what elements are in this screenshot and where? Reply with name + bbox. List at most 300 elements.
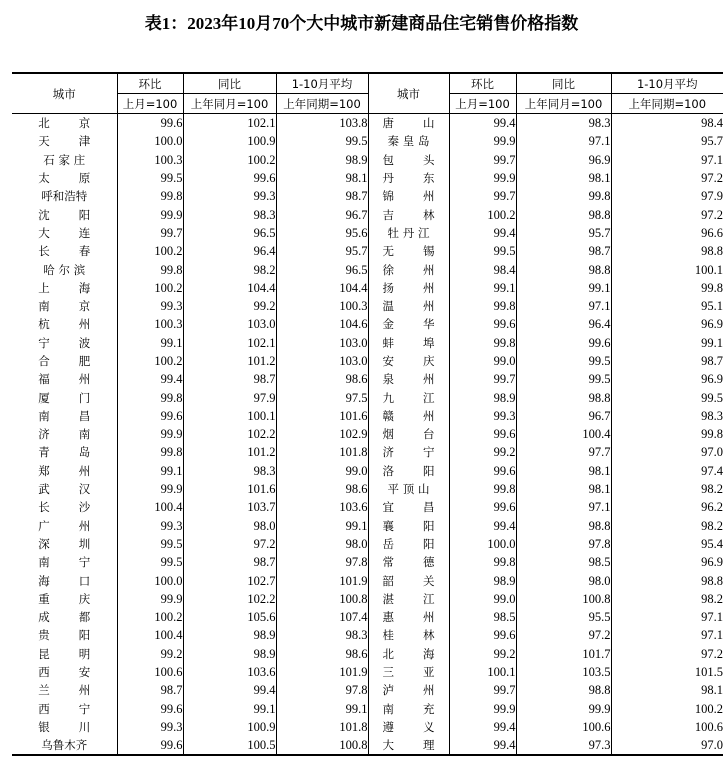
city-name bbox=[12, 388, 117, 406]
city-label: 秦 皇 岛 bbox=[387, 134, 430, 149]
city-label: 牡 丹 江 bbox=[387, 225, 430, 240]
table-row bbox=[12, 260, 723, 278]
city-label: 吉 林 bbox=[382, 207, 435, 222]
city-name bbox=[12, 608, 117, 626]
value-mom: 99.4 bbox=[449, 517, 516, 535]
city-label: 福 州 bbox=[38, 372, 91, 387]
value-mom: 98.7 bbox=[117, 681, 183, 699]
value-yoy: 103.6 bbox=[183, 663, 276, 681]
value-yoy: 100.9 bbox=[183, 132, 276, 150]
header-city-right: 城市 bbox=[368, 73, 449, 114]
value-mom: 99.3 bbox=[117, 297, 183, 315]
value-yoy: 100.8 bbox=[516, 590, 611, 608]
city-label: 南 昌 bbox=[38, 408, 91, 423]
value-avg: 97.8 bbox=[276, 553, 368, 571]
value-mom: 99.8 bbox=[449, 480, 516, 498]
value-mom: 99.6 bbox=[117, 114, 183, 133]
value-mom: 100.0 bbox=[117, 571, 183, 589]
header-city-left: 城市 bbox=[12, 73, 117, 114]
value-mom: 99.4 bbox=[449, 114, 516, 133]
value-mom: 99.3 bbox=[117, 718, 183, 736]
city-label: 九 江 bbox=[382, 390, 435, 405]
city-name bbox=[368, 260, 449, 278]
city-label: 宜 昌 bbox=[382, 500, 435, 515]
value-mom: 99.4 bbox=[449, 736, 516, 755]
city-label: 重 庆 bbox=[38, 591, 91, 606]
value-mom: 100.3 bbox=[117, 151, 183, 169]
value-mom: 100.1 bbox=[449, 663, 516, 681]
value-avg: 97.5 bbox=[276, 388, 368, 406]
value-yoy: 99.2 bbox=[183, 297, 276, 315]
value-avg: 99.1 bbox=[276, 517, 368, 535]
table-row bbox=[12, 224, 723, 242]
value-avg: 96.5 bbox=[276, 260, 368, 278]
value-yoy: 104.4 bbox=[183, 279, 276, 297]
city-name bbox=[368, 590, 449, 608]
table-row bbox=[12, 334, 723, 352]
city-name bbox=[368, 736, 449, 755]
value-mom: 99.6 bbox=[117, 736, 183, 755]
table-row bbox=[12, 535, 723, 553]
value-avg: 99.0 bbox=[276, 462, 368, 480]
city-name bbox=[12, 590, 117, 608]
value-avg: 96.9 bbox=[611, 315, 723, 333]
value-yoy: 98.9 bbox=[183, 626, 276, 644]
city-name bbox=[368, 700, 449, 718]
value-avg: 100.3 bbox=[276, 297, 368, 315]
value-yoy: 100.4 bbox=[516, 425, 611, 443]
header-mom-right: 环比 bbox=[449, 73, 516, 94]
city-label: 石 家 庄 bbox=[43, 152, 86, 167]
value-mom: 100.4 bbox=[117, 626, 183, 644]
value-yoy: 96.7 bbox=[516, 407, 611, 425]
table-row bbox=[12, 681, 723, 699]
value-mom: 99.2 bbox=[117, 645, 183, 663]
city-name bbox=[12, 462, 117, 480]
value-mom: 99.8 bbox=[449, 297, 516, 315]
value-avg: 95.7 bbox=[611, 132, 723, 150]
city-label: 天 津 bbox=[38, 134, 91, 149]
city-label: 烟 台 bbox=[382, 427, 435, 442]
value-avg: 98.8 bbox=[611, 242, 723, 260]
city-name bbox=[12, 553, 117, 571]
city-label: 海 口 bbox=[38, 573, 91, 588]
city-name bbox=[12, 260, 117, 278]
value-avg: 99.5 bbox=[276, 132, 368, 150]
value-mom: 99.9 bbox=[449, 132, 516, 150]
city-label: 惠 州 bbox=[382, 610, 435, 625]
value-yoy: 98.7 bbox=[183, 553, 276, 571]
value-mom: 99.6 bbox=[449, 498, 516, 516]
value-yoy: 99.6 bbox=[516, 334, 611, 352]
value-yoy: 97.8 bbox=[516, 535, 611, 553]
city-name bbox=[368, 718, 449, 736]
table-row bbox=[12, 352, 723, 370]
value-mom: 99.9 bbox=[117, 480, 183, 498]
table-row bbox=[12, 608, 723, 626]
city-name bbox=[368, 571, 449, 589]
value-yoy: 98.8 bbox=[516, 260, 611, 278]
value-yoy: 103.0 bbox=[183, 315, 276, 333]
table-row bbox=[12, 279, 723, 297]
value-avg: 101.6 bbox=[276, 407, 368, 425]
table-row bbox=[12, 169, 723, 187]
city-label: 温 州 bbox=[382, 299, 435, 314]
city-name bbox=[368, 645, 449, 663]
value-avg: 97.9 bbox=[611, 187, 723, 205]
table-row bbox=[12, 517, 723, 535]
value-avg: 99.1 bbox=[276, 700, 368, 718]
value-avg: 99.5 bbox=[611, 388, 723, 406]
table-row bbox=[12, 718, 723, 736]
city-label: 无 锡 bbox=[382, 244, 435, 259]
table-row bbox=[12, 205, 723, 223]
city-label: 大 连 bbox=[38, 225, 91, 240]
value-yoy: 95.7 bbox=[516, 224, 611, 242]
city-name bbox=[368, 535, 449, 553]
city-label: 扬 州 bbox=[382, 280, 435, 295]
subheader-avg-left: 上年同期=100 bbox=[276, 94, 368, 114]
city-name bbox=[12, 535, 117, 553]
table-title: 表1：2023年10月70个大中城市新建商品住宅销售价格指数 bbox=[144, 14, 579, 33]
value-mom: 99.9 bbox=[449, 700, 516, 718]
table-row bbox=[12, 645, 723, 663]
value-yoy: 105.6 bbox=[183, 608, 276, 626]
city-name bbox=[368, 517, 449, 535]
city-label: 南 宁 bbox=[38, 555, 91, 570]
value-yoy: 99.5 bbox=[516, 352, 611, 370]
value-yoy: 97.1 bbox=[516, 297, 611, 315]
value-avg: 101.9 bbox=[276, 571, 368, 589]
city-name bbox=[368, 462, 449, 480]
value-mom: 99.4 bbox=[117, 370, 183, 388]
city-label: 南 充 bbox=[382, 701, 435, 716]
city-label: 大 理 bbox=[382, 738, 435, 753]
city-label: 常 德 bbox=[382, 555, 435, 570]
value-avg: 97.4 bbox=[611, 462, 723, 480]
value-avg: 97.2 bbox=[611, 169, 723, 187]
value-avg: 104.4 bbox=[276, 279, 368, 297]
city-name bbox=[368, 224, 449, 242]
table-row bbox=[12, 407, 723, 425]
city-name bbox=[368, 334, 449, 352]
value-yoy: 97.2 bbox=[516, 626, 611, 644]
city-name bbox=[368, 498, 449, 516]
value-avg: 98.0 bbox=[276, 535, 368, 553]
value-yoy: 98.3 bbox=[183, 462, 276, 480]
city-label: 深 圳 bbox=[38, 536, 91, 551]
city-name bbox=[12, 517, 117, 535]
value-avg: 97.1 bbox=[611, 608, 723, 626]
city-name bbox=[12, 242, 117, 260]
value-yoy: 98.1 bbox=[516, 169, 611, 187]
value-avg: 98.6 bbox=[276, 645, 368, 663]
value-mom: 99.8 bbox=[117, 443, 183, 461]
table-row bbox=[12, 370, 723, 388]
value-yoy: 100.9 bbox=[183, 718, 276, 736]
city-label: 安 庆 bbox=[382, 354, 435, 368]
city-label: 平 顶 山 bbox=[387, 482, 430, 497]
value-avg: 100.8 bbox=[276, 736, 368, 755]
table-row bbox=[12, 553, 723, 571]
value-avg: 101.5 bbox=[611, 663, 723, 681]
city-label: 唐 山 bbox=[382, 116, 435, 131]
value-mom: 99.9 bbox=[117, 425, 183, 443]
value-avg: 101.8 bbox=[276, 718, 368, 736]
city-name bbox=[368, 279, 449, 297]
value-avg: 95.1 bbox=[611, 297, 723, 315]
city-name bbox=[368, 480, 449, 498]
value-avg: 100.6 bbox=[611, 718, 723, 736]
value-mom: 99.5 bbox=[449, 242, 516, 260]
city-label: 上 海 bbox=[38, 280, 91, 295]
value-mom: 99.6 bbox=[117, 700, 183, 718]
city-name bbox=[12, 498, 117, 516]
value-avg: 98.7 bbox=[611, 352, 723, 370]
city-name bbox=[12, 352, 117, 370]
city-name bbox=[12, 334, 117, 352]
city-name bbox=[12, 736, 117, 755]
value-avg: 98.9 bbox=[276, 151, 368, 169]
value-yoy: 101.2 bbox=[183, 443, 276, 461]
value-avg: 99.8 bbox=[611, 279, 723, 297]
city-name bbox=[12, 169, 117, 187]
value-avg: 107.4 bbox=[276, 608, 368, 626]
value-avg: 98.3 bbox=[276, 626, 368, 644]
value-avg: 98.8 bbox=[611, 571, 723, 589]
value-avg: 103.0 bbox=[276, 352, 368, 370]
value-yoy: 96.4 bbox=[516, 315, 611, 333]
table-row bbox=[12, 425, 723, 443]
city-name bbox=[368, 187, 449, 205]
value-yoy: 99.9 bbox=[516, 700, 611, 718]
city-label: 成 都 bbox=[38, 610, 91, 625]
value-mom: 98.9 bbox=[449, 571, 516, 589]
city-name bbox=[12, 205, 117, 223]
table-row bbox=[12, 443, 723, 461]
value-mom: 100.0 bbox=[449, 535, 516, 553]
city-name bbox=[12, 132, 117, 150]
value-yoy: 100.6 bbox=[516, 718, 611, 736]
value-mom: 99.1 bbox=[449, 279, 516, 297]
value-yoy: 101.2 bbox=[183, 352, 276, 370]
city-name bbox=[368, 681, 449, 699]
table-row bbox=[12, 388, 723, 406]
city-label: 银 川 bbox=[38, 719, 91, 734]
value-yoy: 97.1 bbox=[516, 498, 611, 516]
city-name bbox=[368, 407, 449, 425]
value-yoy: 99.3 bbox=[183, 187, 276, 205]
city-label: 包 头 bbox=[382, 152, 435, 167]
city-label: 武 汉 bbox=[38, 482, 91, 497]
city-name bbox=[12, 626, 117, 644]
value-mom: 99.6 bbox=[117, 407, 183, 425]
city-label: 北 京 bbox=[38, 116, 91, 131]
value-yoy: 102.2 bbox=[183, 590, 276, 608]
city-name bbox=[12, 224, 117, 242]
value-mom: 99.7 bbox=[449, 187, 516, 205]
price-index-table bbox=[12, 72, 723, 756]
subheader-row bbox=[12, 94, 723, 114]
city-name bbox=[368, 352, 449, 370]
subheader-yoy-left: 上年同月=100 bbox=[183, 94, 276, 114]
city-name bbox=[368, 663, 449, 681]
value-avg: 96.9 bbox=[611, 370, 723, 388]
table-body bbox=[12, 114, 723, 756]
value-mom: 99.2 bbox=[449, 443, 516, 461]
value-yoy: 99.5 bbox=[516, 370, 611, 388]
city-label: 济 宁 bbox=[382, 445, 435, 460]
city-label: 厦 门 bbox=[38, 390, 91, 405]
value-yoy: 99.6 bbox=[183, 169, 276, 187]
city-label: 岳 阳 bbox=[382, 536, 435, 551]
city-label: 青 岛 bbox=[38, 445, 91, 460]
value-yoy: 98.8 bbox=[516, 681, 611, 699]
city-label: 杭 州 bbox=[38, 317, 91, 332]
city-label: 西 宁 bbox=[38, 701, 91, 716]
city-label: 徐 州 bbox=[382, 262, 435, 277]
city-name bbox=[12, 663, 117, 681]
value-mom: 99.7 bbox=[449, 681, 516, 699]
value-mom: 100.4 bbox=[117, 498, 183, 516]
value-mom: 99.3 bbox=[449, 407, 516, 425]
city-name bbox=[368, 608, 449, 626]
value-mom: 99.5 bbox=[117, 553, 183, 571]
value-yoy: 98.9 bbox=[183, 645, 276, 663]
city-label: 沈 阳 bbox=[38, 207, 91, 222]
value-mom: 100.6 bbox=[117, 663, 183, 681]
value-mom: 99.6 bbox=[449, 425, 516, 443]
city-name bbox=[12, 700, 117, 718]
value-avg: 96.2 bbox=[611, 498, 723, 516]
value-avg: 97.0 bbox=[611, 736, 723, 755]
city-label: 洛 阳 bbox=[382, 463, 435, 478]
value-avg: 97.0 bbox=[611, 443, 723, 461]
value-mom: 99.0 bbox=[449, 590, 516, 608]
value-yoy: 98.8 bbox=[516, 205, 611, 223]
city-name bbox=[368, 315, 449, 333]
value-mom: 100.2 bbox=[117, 608, 183, 626]
city-label: 长 春 bbox=[38, 244, 91, 259]
table-row bbox=[12, 663, 723, 681]
value-yoy: 102.1 bbox=[183, 334, 276, 352]
value-mom: 99.7 bbox=[117, 224, 183, 242]
city-name bbox=[368, 297, 449, 315]
table-row bbox=[12, 187, 723, 205]
value-mom: 99.7 bbox=[449, 370, 516, 388]
value-yoy: 98.0 bbox=[183, 517, 276, 535]
value-yoy: 98.3 bbox=[516, 114, 611, 133]
city-label: 太 原 bbox=[38, 171, 91, 186]
city-label: 呼和浩特 bbox=[41, 189, 88, 204]
value-yoy: 96.5 bbox=[183, 224, 276, 242]
value-yoy: 102.7 bbox=[183, 571, 276, 589]
city-label: 哈 尔 滨 bbox=[43, 262, 86, 277]
value-mom: 100.2 bbox=[117, 242, 183, 260]
value-yoy: 98.1 bbox=[516, 462, 611, 480]
table-row bbox=[12, 132, 723, 150]
city-name bbox=[12, 443, 117, 461]
table-row bbox=[12, 571, 723, 589]
city-label: 兰 州 bbox=[38, 683, 91, 698]
value-mom: 99.8 bbox=[117, 388, 183, 406]
value-mom: 100.2 bbox=[117, 352, 183, 370]
value-yoy: 99.1 bbox=[516, 279, 611, 297]
value-yoy: 97.2 bbox=[183, 535, 276, 553]
value-mom: 98.9 bbox=[449, 388, 516, 406]
value-avg: 97.8 bbox=[276, 681, 368, 699]
value-mom: 100.2 bbox=[117, 279, 183, 297]
value-avg: 100.1 bbox=[611, 260, 723, 278]
value-yoy: 98.7 bbox=[516, 242, 611, 260]
value-yoy: 101.7 bbox=[516, 645, 611, 663]
city-name bbox=[368, 443, 449, 461]
value-avg: 96.9 bbox=[611, 553, 723, 571]
city-label: 宁 波 bbox=[38, 335, 91, 350]
value-mom: 99.2 bbox=[449, 645, 516, 663]
city-name bbox=[12, 571, 117, 589]
value-avg: 97.1 bbox=[611, 151, 723, 169]
table-row bbox=[12, 242, 723, 260]
city-name bbox=[368, 132, 449, 150]
value-yoy: 97.7 bbox=[516, 443, 611, 461]
value-avg: 99.1 bbox=[611, 334, 723, 352]
city-label: 西 安 bbox=[38, 665, 91, 680]
value-avg: 97.2 bbox=[611, 645, 723, 663]
value-mom: 100.2 bbox=[449, 205, 516, 223]
value-yoy: 99.4 bbox=[183, 681, 276, 699]
city-name bbox=[368, 388, 449, 406]
city-label: 桂 林 bbox=[382, 628, 435, 643]
value-avg: 95.7 bbox=[276, 242, 368, 260]
value-mom: 100.3 bbox=[117, 315, 183, 333]
header-yoy-right: 同比 bbox=[516, 73, 611, 94]
city-name bbox=[368, 553, 449, 571]
city-label: 襄 阳 bbox=[382, 518, 435, 533]
value-mom: 99.9 bbox=[117, 590, 183, 608]
city-label: 北 海 bbox=[382, 646, 435, 661]
city-name bbox=[12, 645, 117, 663]
value-yoy: 98.2 bbox=[183, 260, 276, 278]
value-mom: 98.4 bbox=[449, 260, 516, 278]
city-label: 乌鲁木齐 bbox=[41, 738, 88, 753]
city-label: 广 州 bbox=[38, 518, 91, 533]
city-label: 赣 州 bbox=[382, 408, 435, 423]
value-yoy: 97.9 bbox=[183, 388, 276, 406]
value-avg: 103.8 bbox=[276, 114, 368, 133]
value-mom: 99.4 bbox=[449, 224, 516, 242]
value-avg: 95.4 bbox=[611, 535, 723, 553]
value-avg: 98.2 bbox=[611, 517, 723, 535]
table-row bbox=[12, 626, 723, 644]
value-mom: 99.8 bbox=[117, 187, 183, 205]
city-name bbox=[368, 114, 449, 133]
value-avg: 98.1 bbox=[611, 681, 723, 699]
city-name bbox=[368, 370, 449, 388]
value-mom: 99.8 bbox=[449, 553, 516, 571]
city-label: 三 亚 bbox=[382, 665, 435, 680]
city-name bbox=[368, 151, 449, 169]
value-mom: 99.7 bbox=[449, 151, 516, 169]
value-yoy: 98.8 bbox=[516, 388, 611, 406]
value-avg: 99.8 bbox=[611, 425, 723, 443]
table-row bbox=[12, 590, 723, 608]
city-name bbox=[12, 315, 117, 333]
value-mom: 99.6 bbox=[449, 462, 516, 480]
header-yoy-left: 同比 bbox=[183, 73, 276, 94]
value-avg: 97.1 bbox=[611, 626, 723, 644]
value-mom: 99.1 bbox=[117, 334, 183, 352]
